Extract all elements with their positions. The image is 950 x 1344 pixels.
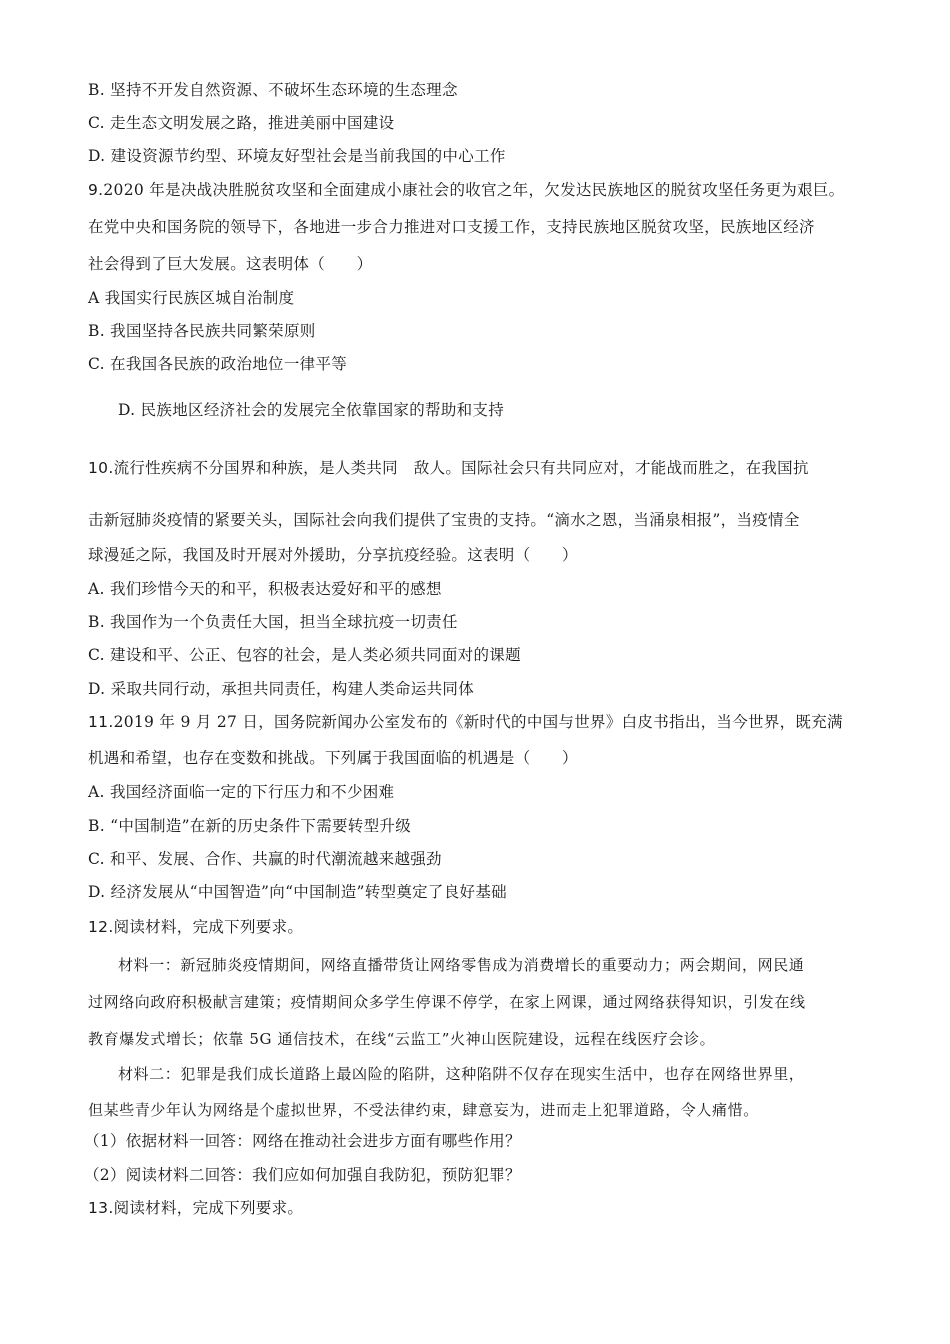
q9-stem-line3: 社会得到了巨大发展。这表明体（ ）	[88, 255, 373, 273]
q13-stem-text: 阅读材料，完成下列要求。	[113, 1199, 304, 1217]
q11-option-d: D. 经济发展从“中国智造”向“中国制造”转型奠定了良好基础	[88, 883, 507, 901]
q11-stem-line1	[88, 711, 843, 733]
q12-number: 12.	[88, 918, 114, 936]
q10-stem-text-1: 流行性疾病不分国界和种族，是人类共同 敌人。国际社会只有共同应对，才能战而胜之，在我国抗	[113, 459, 809, 477]
q8-option-b: B. 坚持不开发自然资源、不破坏生态环境的生态理念	[88, 81, 458, 99]
q13-stem	[88, 1197, 303, 1219]
q9-number: 9.	[88, 181, 104, 199]
q9-option-a: A 我国实行民族区城自治制度	[88, 289, 295, 307]
q9-stem-line1	[88, 179, 844, 201]
q11-number: 11.	[88, 713, 114, 731]
q13-number: 13.	[88, 1199, 114, 1217]
q9-option-c: C. 在我国各民族的政治地位一律平等	[88, 355, 348, 373]
q10-stem-line3: 球漫延之际，我国及时开展对外援助，分享抗疫经验。这表明（ ）	[88, 546, 578, 564]
q10-option-d: D. 采取共同行动，承担共同责任，构建人类命运共同体	[88, 680, 475, 698]
q9-stem-text-1: 2020 年是决战决胜脱贫攻坚和全面建成小康社会的收官之年，欠发达民族地区的脱贫攻坚任务更为艰巨。	[103, 181, 845, 199]
q12-material1-line2: 过网络向政府积极献言建策；疫情期间众多学生停课不停学，在家上网课，通过网络获得知识，引发在线	[88, 993, 806, 1011]
q10-option-b: B. 我国作为一个负责任大国，担当全球抗疫一切责任	[88, 613, 458, 631]
q9-option-b: B. 我国坚持各民族共同繁荣原则	[88, 322, 316, 340]
q10-stem-line2: 击新冠肺炎疫情的紧要关头，国际社会向我们提供了宝贵的支持。“滴水之恩，当涌泉相报”，当疫情全	[88, 511, 800, 529]
q12-stem	[88, 916, 303, 938]
q10-option-c: C. 建设和平、公正、包容的社会，是人类必须共同面对的课题	[88, 646, 521, 664]
q12-sub-question-1: （1）依据材料一回答：网络在推动社会进步方面有哪些作用？	[84, 1132, 521, 1150]
q9-option-d: D. 民族地区经济社会的发展完全依靠国家的帮助和支持	[118, 401, 505, 419]
q11-stem-text-1: 2019 年 9 月 27 日，国务院新闻办公室发布的《新时代的中国与世界》白皮书指出，当今世界，既充满	[113, 713, 843, 731]
q11-stem-line2: 机遇和希望，也存在变数和挑战。下列属于我国面临的机遇是（ ）	[88, 749, 578, 767]
q10-number: 10.	[88, 459, 114, 477]
q11-option-b: B. “中国制造”在新的历史条件下需要转型升级	[88, 817, 411, 835]
q8-option-d: D. 建设资源节约型、环境友好型社会是当前我国的中心工作	[88, 147, 506, 165]
q9-stem-line2: 在党中央和国务院的领导下，各地进一步合力推进对口支援工作，支持民族地区脱贫攻坚，民族地区经济	[88, 218, 815, 236]
q10-option-a: A. 我们珍惜今天的和平，积极表达爱好和平的感想	[88, 580, 442, 598]
q12-stem-text: 阅读材料，完成下列要求。	[113, 918, 304, 936]
q10-stem-line1	[88, 457, 809, 479]
q12-material1-line3: 教育爆发式增长；依靠 5G 通信技术，在线“云监工”火神山医院建设，远程在线医疗会诊。	[88, 1030, 716, 1048]
q12-material2-line2: 但某些青少年认为网络是个虚拟世界，不受法律约束，肆意妄为，进而走上犯罪道路，令人痛惜。	[88, 1101, 759, 1119]
q12-material2-line1: 材料二：犯罪是我们成长道路上最凶险的陷阱，这种陷阱不仅存在现实生活中，也存在网络世界里，	[118, 1065, 805, 1083]
q11-option-c: C. 和平、发展、合作、共赢的时代潮流越来越强劲	[88, 850, 442, 868]
q8-option-c: C. 走生态文明发展之路，推进美丽中国建设	[88, 114, 395, 132]
q11-option-a: A. 我国经济面临一定的下行压力和不少困难	[88, 783, 395, 801]
q12-sub-question-2: （2）阅读材料二回答：我们应如何加强自我防犯，预防犯罪？	[84, 1166, 521, 1184]
q12-material1-line1: 材料一：新冠肺炎疫情期间，网络直播带货让网络零售成为消费增长的重要动力；两会期间，网民通	[118, 956, 805, 974]
